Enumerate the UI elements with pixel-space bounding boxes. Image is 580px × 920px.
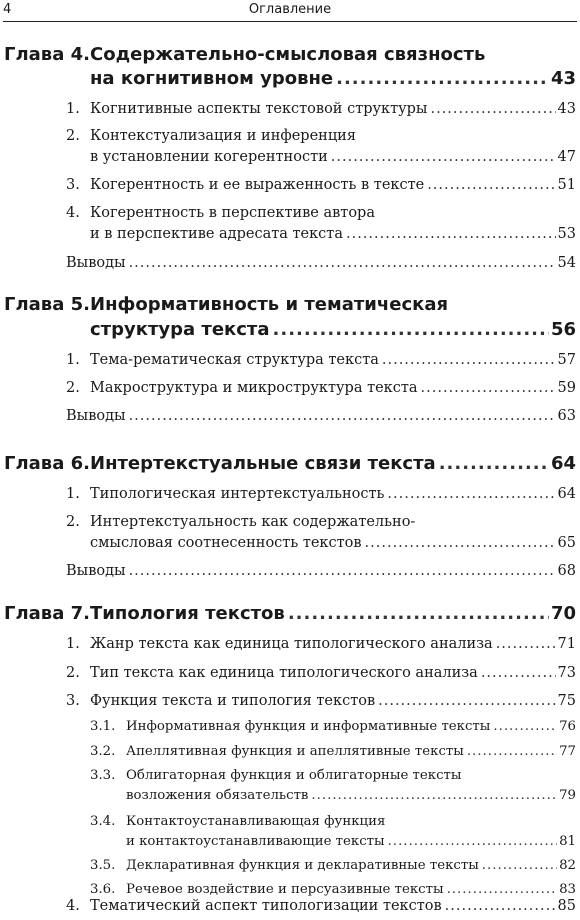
entry-number: 2. — [66, 665, 80, 681]
toc-entry — [66, 352, 576, 368]
chapter-7-heading — [4, 603, 576, 624]
chapter-title: Интертекстуальные связи текста — [90, 453, 436, 474]
toc-entry — [66, 486, 576, 502]
toc-entry — [66, 898, 576, 914]
conclusions-label: Выводы — [66, 408, 126, 424]
toc-entry — [66, 101, 576, 117]
conclusions-label: Выводы — [66, 255, 126, 271]
dot-leader — [481, 665, 556, 681]
entry-page: 53 — [557, 226, 576, 242]
subentry-title-cont: и контактоустанавливающие тексты — [126, 834, 385, 849]
chapter-page: 70 — [550, 603, 576, 624]
entry-page: 51 — [557, 177, 576, 193]
entry-title: Типологическая интертекстуальность — [90, 486, 385, 502]
toc-subentry-line2 — [126, 834, 576, 849]
dot-leader — [129, 408, 556, 424]
toc-entry-line1 — [66, 128, 356, 144]
entry-page: 75 — [557, 693, 576, 709]
dot-leader — [421, 380, 556, 396]
dot-leader — [430, 101, 555, 117]
entry-title: Контекстуализация и инференция — [90, 128, 356, 144]
running-title: Оглавление — [248, 2, 332, 17]
dot-leader — [129, 255, 556, 271]
entry-page: 71 — [557, 636, 576, 652]
toc-entry — [66, 693, 576, 709]
subentry-number: 3.3. — [90, 768, 116, 783]
subentry-title: Речевое воздействие и персуазивные тексты — [126, 882, 444, 897]
subentry-number: 3.1. — [90, 719, 116, 734]
entry-title: Жанр текста как единица типологического анализа — [90, 636, 493, 652]
dot-leader — [387, 486, 555, 502]
entry-page: 73 — [557, 665, 576, 681]
toc-entry — [66, 177, 576, 193]
subentry-page: 81 — [559, 834, 576, 849]
subentry-number: 3.5. — [90, 858, 116, 873]
entry-title-cont: смысловая соотнесенность текстов — [90, 535, 362, 551]
dot-leader — [467, 744, 557, 759]
dot-leader — [439, 453, 549, 474]
entry-title: Интертекстуальность как содержательно- — [90, 514, 416, 530]
subentry-title-cont: возложения обязательств — [126, 788, 309, 803]
subentry-title: Декларативная функция и декларативные тексты — [126, 858, 479, 873]
entry-number: 1. — [66, 486, 80, 502]
subentry-title: Апеллятивная функция и апеллятивные тексты — [126, 744, 464, 759]
entry-number: 3. — [66, 693, 80, 709]
subentry-number: 3.6. — [90, 882, 116, 897]
entry-page: 63 — [557, 408, 576, 424]
chapter-page: 56 — [550, 319, 576, 340]
entry-number: 4. — [66, 898, 80, 914]
entry-number: 3. — [66, 177, 80, 193]
dot-leader — [336, 68, 549, 89]
subentry-number: 3.4. — [90, 814, 116, 829]
chapter-page: 43 — [550, 68, 576, 89]
chapter-title: Информативность и тематическая — [90, 294, 449, 315]
dot-leader — [427, 177, 555, 193]
chapter-number: Глава 4. — [4, 44, 90, 65]
toc-entry-line2 — [90, 149, 576, 165]
toc-entry-line1 — [66, 514, 415, 530]
entry-page: 85 — [557, 898, 576, 914]
dot-leader — [482, 858, 557, 873]
entry-title: Когерентность в перспективе автора — [90, 205, 375, 221]
toc-subentry-line1 — [90, 768, 461, 783]
entry-number: 1. — [66, 101, 80, 117]
entry-number: 1. — [66, 352, 80, 368]
subentry-number: 3.2. — [90, 744, 116, 759]
chapter-page: 64 — [550, 453, 576, 474]
chapter-title: Содержательно-смысловая связность — [90, 44, 486, 65]
entry-number: 2. — [66, 128, 80, 144]
subentry-page: 77 — [559, 744, 576, 759]
chapter-6-heading — [4, 453, 576, 474]
subentry-page: 76 — [559, 719, 576, 734]
entry-title: Функция текста и типология текстов — [90, 693, 376, 709]
chapter-4-heading-line2 — [90, 68, 576, 89]
entry-title: Тема-рематическая структура текста — [90, 352, 379, 368]
entry-page: 54 — [557, 255, 576, 271]
entry-number: 4. — [66, 205, 80, 221]
entry-title: Макроструктура и микроструктура текста — [90, 380, 418, 396]
dot-leader — [378, 693, 555, 709]
toc-subentry-line2 — [126, 788, 576, 803]
toc-entry — [66, 636, 576, 652]
entry-page: 68 — [557, 563, 576, 579]
dot-leader — [288, 603, 549, 624]
toc-entry-line2 — [90, 226, 576, 242]
subentry-page: 79 — [559, 788, 576, 803]
page-number: 4 — [3, 2, 12, 17]
entry-page: 64 — [557, 486, 576, 502]
toc-entry — [66, 665, 576, 681]
subentry-title: Информативная функция и информативные тексты — [126, 719, 491, 734]
toc-entry — [66, 380, 576, 396]
entry-title: Когерентность и ее выраженность в тексте — [90, 177, 425, 193]
toc-subentry — [90, 882, 576, 897]
chapter-title-cont: на когнитивном уровне — [90, 68, 334, 89]
chapter-4-heading-line1 — [4, 44, 485, 65]
chapter-title: Типология текстов — [90, 603, 285, 624]
running-header — [0, 0, 580, 22]
subentry-page: 82 — [559, 858, 576, 873]
chapter-title-cont: структура текста — [90, 319, 270, 340]
entry-title-cont: в установлении когерентности — [90, 149, 328, 165]
toc-entry-line1 — [66, 205, 375, 221]
dot-leader — [493, 719, 557, 734]
chapter-number: Глава 5. — [4, 294, 90, 315]
entry-title: Тип текста как единица типологического анализа — [90, 665, 478, 681]
entry-number: 2. — [66, 380, 80, 396]
entry-page: 43 — [557, 101, 576, 117]
chapter-number: Глава 7. — [4, 603, 90, 624]
entry-number: 1. — [66, 636, 80, 652]
entry-title: Когнитивные аспекты текстовой структуры — [90, 101, 428, 117]
toc-conclusions — [66, 563, 576, 579]
toc-conclusions — [66, 408, 576, 424]
subentry-title: Контактоустанавливающая функция — [126, 814, 386, 829]
dot-leader — [129, 563, 556, 579]
toc-subentry — [90, 858, 576, 873]
entry-page: 47 — [557, 149, 576, 165]
entry-title: Тематический аспект типологизации текстов — [90, 898, 442, 914]
toc-subentry — [90, 719, 576, 734]
dot-leader — [346, 226, 556, 242]
toc-entry-line2 — [90, 535, 576, 551]
entry-number: 2. — [66, 514, 80, 530]
chapter-number: Глава 6. — [4, 453, 90, 474]
dot-leader — [331, 149, 556, 165]
dot-leader — [447, 882, 558, 897]
header-rule — [3, 21, 577, 22]
subentry-page: 83 — [559, 882, 576, 897]
toc-conclusions — [66, 255, 576, 271]
chapter-5-heading-line2 — [90, 319, 576, 340]
dot-leader — [365, 535, 556, 551]
chapter-5-heading-line1 — [4, 294, 448, 315]
entry-page: 57 — [557, 352, 576, 368]
entry-title-cont: и в перспективе адресата текста — [90, 226, 343, 242]
entry-page: 59 — [557, 380, 576, 396]
entry-page: 65 — [557, 535, 576, 551]
toc-subentry — [90, 744, 576, 759]
toc-subentry-line1 — [90, 814, 385, 829]
subentry-title: Облигаторная функция и облигаторные тексты — [126, 768, 462, 783]
conclusions-label: Выводы — [66, 563, 126, 579]
dot-leader — [445, 898, 556, 914]
dot-leader — [496, 636, 556, 652]
dot-leader — [311, 788, 557, 803]
dot-leader — [273, 319, 549, 340]
dot-leader — [382, 352, 556, 368]
dot-leader — [388, 834, 557, 849]
